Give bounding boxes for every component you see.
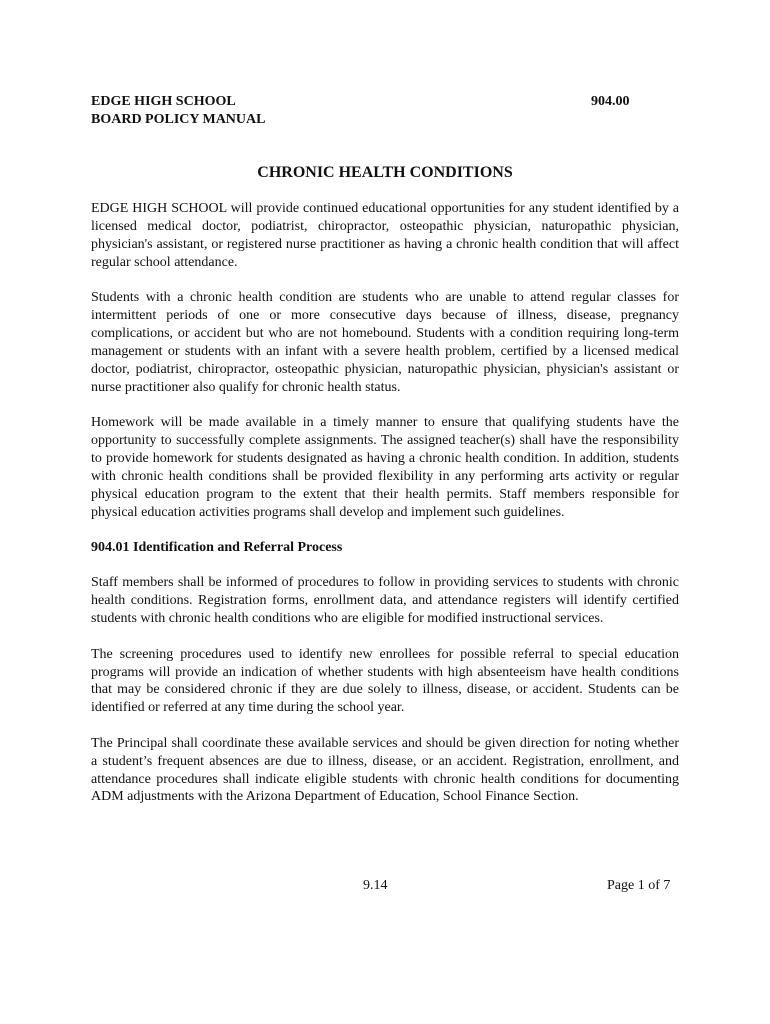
document-header: [91, 93, 265, 129]
paragraph-homework: Homework will be made available in a timely manner to ensure that qualifying students have the opportunity to successfully complete assignments. The assigned teacher(s) shall have the responsibility to provide homework for students designated as having a chronic health condition. In addition, students with chronic health conditions shall be provided flexibility in any performing arts activity or regular physical education program to the extent that their health permits. Staff members responsible for physical education activities programs shall develop and implement such guidelines.: [91, 415, 679, 520]
paragraph-screening: The screening procedures used to identify new enrollees for possible referral to special education programs will provide an indication of whether students with high absenteeism have health conditions that may be considered chronic if they are due solely to illness, disease, or accident. Students can be identified or referred at any time during the school year.: [91, 646, 679, 716]
paragraph-principal: The Principal shall coordinate these available services and should be given direction for noting whether a student’s frequent absences are due to illness, disease, or an accident. Registration, enrollment, and attendance procedures shall indicate eligible students with chronic health conditions for documenting ADM adjustments with the Arizona Department of Education, School Finance Section.: [91, 735, 679, 805]
page-title: CHRONIC HEALTH CONDITIONS: [257, 164, 513, 181]
document-body: [91, 200, 679, 824]
policy-number: 904.00: [591, 94, 630, 109]
paragraph-intro: EDGE HIGH SCHOOL will provide continued educational opportunities for any student identified by a licensed medical doctor, podiatrist, chiropractor, osteopathic physician, naturopathic physician, physician's assistant, or registered nurse practitioner as having a chronic health condition that will affect regular school attendance.: [91, 201, 679, 270]
section-heading: 904.01 Identification and Referral Process: [91, 540, 343, 555]
footer-revision: 9.14: [363, 878, 388, 893]
school-name: EDGE HIGH SCHOOL: [91, 94, 236, 109]
paragraph-definition: Students with a chronic health condition are students who are unable to attend regular classes for intermittent periods of one or more consecutive days because of illness, disease, pregnancy complications, or accident but who are not homebound. Students with a condition requiring long-term management or students with an infant with a severe health problem, certified by a licensed medical doctor, podiatrist, chiropractor, osteopathic physician, naturopathic physician, physician's assistant or nurse practitioner also qualify for chronic health status.: [91, 290, 679, 395]
manual-name: BOARD POLICY MANUAL: [91, 112, 266, 127]
footer-page-number: Page 1 of 7: [607, 878, 671, 893]
paragraph-staff-procedures: Staff members shall be informed of procedures to follow in providing services to students with chronic health conditions. Registration forms, enrollment data, and attendance registers will identify certified students with chronic health conditions who are eligible for modified instructional services.: [91, 575, 679, 627]
